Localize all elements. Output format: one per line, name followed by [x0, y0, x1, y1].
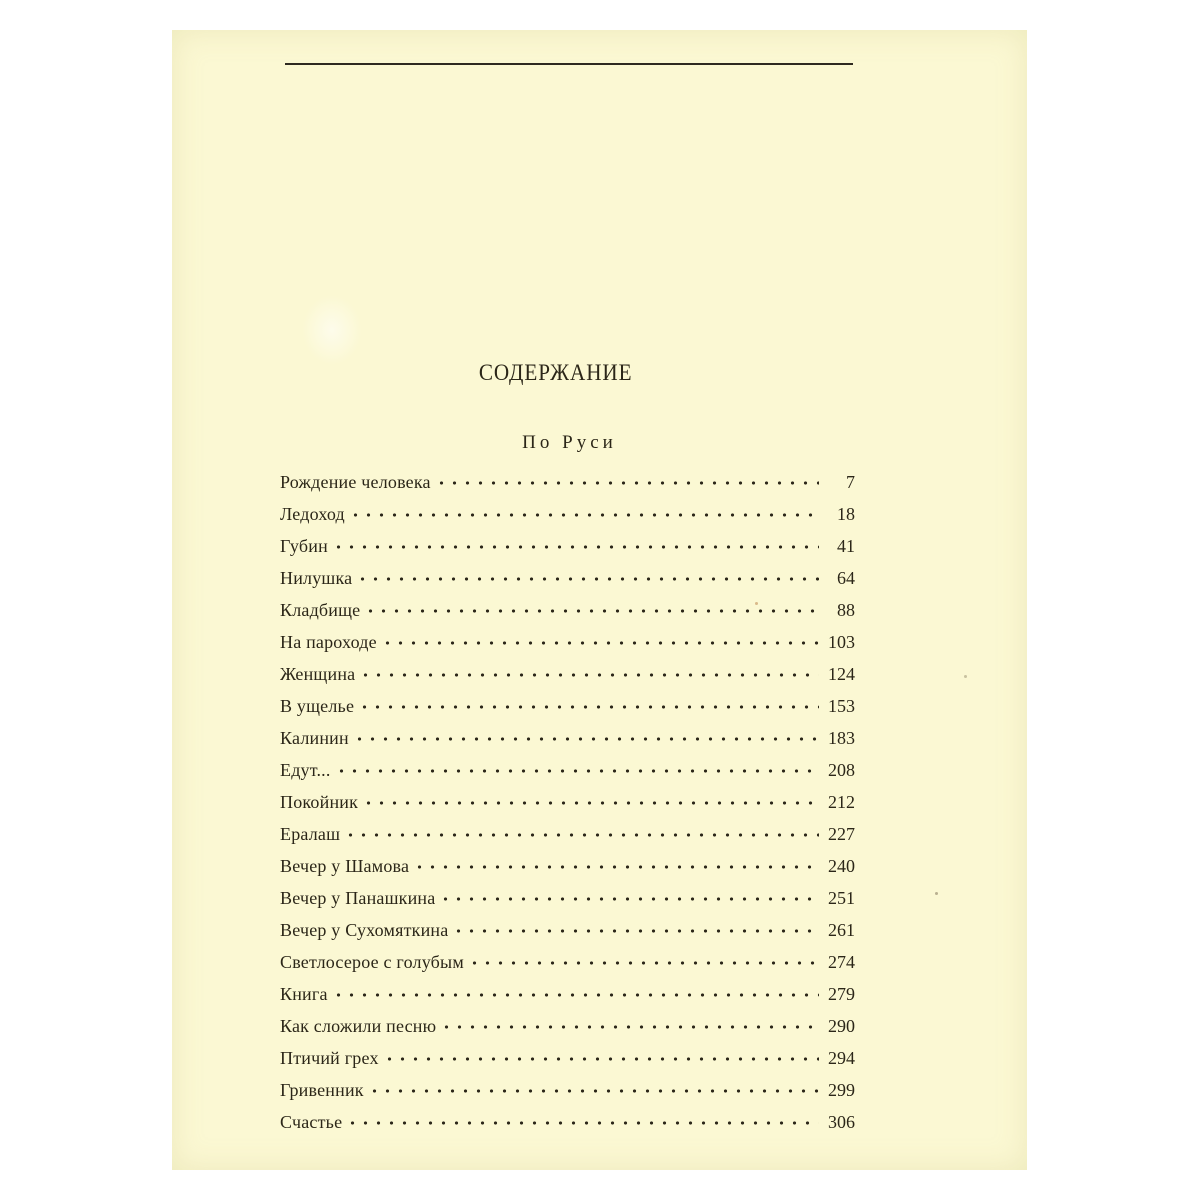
toc-entry	[280, 696, 855, 728]
toc-entry-page: 274	[828, 952, 855, 972]
dot-leader	[335, 767, 819, 775]
toc-entry-page: 103	[828, 632, 855, 652]
toc-entry	[280, 888, 855, 920]
dot-leader	[368, 1087, 819, 1095]
toc-entry-page: 251	[828, 888, 855, 908]
toc-entry-title: Ледоход	[280, 504, 345, 524]
toc-entry-page: 7	[846, 472, 855, 492]
toc-entry-title: Нилушка	[280, 568, 353, 588]
toc-entry	[280, 920, 855, 952]
paper-speck	[935, 892, 938, 895]
toc-entry-title: Птичий грех	[280, 1048, 379, 1068]
paper-speck	[964, 675, 967, 678]
toc-entry	[280, 664, 855, 696]
toc-entry-title: Едут...	[280, 760, 331, 780]
toc-entry-title: Кладбище	[280, 600, 361, 620]
dot-leader	[468, 959, 819, 967]
toc-entry-title: В ущелье	[280, 696, 355, 716]
toc-entry-page: 41	[837, 536, 855, 556]
toc-entry-title: Рождение человека	[280, 472, 431, 492]
paper-smudge	[302, 295, 362, 365]
top-rule	[285, 63, 853, 65]
dot-leader	[332, 991, 819, 999]
dot-leader	[413, 863, 819, 871]
toc-entry	[280, 728, 855, 760]
toc-entry	[280, 1112, 855, 1144]
toc-entry-title: Вечер у Панашкина	[280, 888, 436, 908]
toc-entry-title: Светлосерое с голубым	[280, 952, 464, 972]
toc-entry	[280, 856, 855, 888]
book-page	[172, 30, 1027, 1170]
dot-leader	[362, 799, 819, 807]
dot-leader	[440, 1023, 819, 1031]
toc-entry	[280, 504, 855, 536]
dot-leader	[359, 671, 819, 679]
toc-entry-page: 183	[828, 728, 855, 748]
toc-entry	[280, 984, 855, 1016]
toc-entry-page: 240	[828, 856, 855, 876]
dot-leader	[381, 639, 819, 647]
toc-entry	[280, 568, 855, 600]
toc-entry	[280, 824, 855, 856]
toc-entry-page: 279	[828, 984, 855, 1004]
toc-entry-page: 153	[828, 696, 855, 716]
dot-leader	[364, 607, 819, 615]
toc-entry-page: 294	[828, 1048, 855, 1068]
toc-entry	[280, 1016, 855, 1048]
contents-heading: СОДЕРЖАНИЕ	[478, 360, 633, 385]
dot-leader	[344, 831, 819, 839]
toc-entry-page: 18	[837, 504, 855, 524]
toc-entry-title: Калинин	[280, 728, 349, 748]
dot-leader	[356, 575, 819, 583]
toc-entry-page: 306	[828, 1112, 855, 1132]
toc-entry	[280, 1080, 855, 1112]
toc-entry-page: 88	[837, 600, 855, 620]
toc-entry-title: Губин	[280, 536, 328, 556]
toc-entry-page: 212	[828, 792, 855, 812]
toc-entry	[280, 632, 855, 664]
toc-entry-page: 227	[828, 824, 855, 844]
toc-entry	[280, 760, 855, 792]
toc-entry-title: Вечер у Шамова	[280, 856, 410, 876]
dot-leader	[439, 895, 819, 903]
toc-entry	[280, 1048, 855, 1080]
dot-leader	[346, 1119, 819, 1127]
toc-entry-title: Счастье	[280, 1112, 343, 1132]
toc-entry-page: 290	[828, 1016, 855, 1036]
dot-leader	[353, 735, 819, 743]
table-of-contents	[280, 472, 855, 1144]
dot-leader	[383, 1055, 819, 1063]
toc-entry	[280, 472, 855, 504]
toc-entry-title: Как сложили песню	[280, 1016, 437, 1036]
toc-entry-page: 208	[828, 760, 855, 780]
toc-entry-title: Гривенник	[280, 1080, 364, 1100]
dot-leader	[358, 703, 819, 711]
toc-entry-title: Покойник	[280, 792, 359, 812]
toc-entry	[280, 536, 855, 568]
toc-entry-title: Женщина	[280, 664, 356, 684]
toc-entry-title: Книга	[280, 984, 328, 1004]
toc-entry	[280, 792, 855, 824]
toc-entry-title: На пароходе	[280, 632, 377, 652]
toc-entry-title: Вечер у Сухомяткина	[280, 920, 449, 940]
toc-entry	[280, 952, 855, 984]
dot-leader	[435, 479, 819, 487]
dot-leader	[452, 927, 819, 935]
toc-entry	[280, 600, 855, 632]
toc-entry-page: 299	[828, 1080, 855, 1100]
toc-entry-page: 261	[828, 920, 855, 940]
toc-entry-page: 124	[828, 664, 855, 684]
toc-entry-page: 64	[837, 568, 855, 588]
dot-leader	[349, 511, 819, 519]
section-title: По Руси	[522, 432, 617, 453]
dot-leader	[332, 543, 819, 551]
toc-entry-title: Ералаш	[280, 824, 341, 844]
